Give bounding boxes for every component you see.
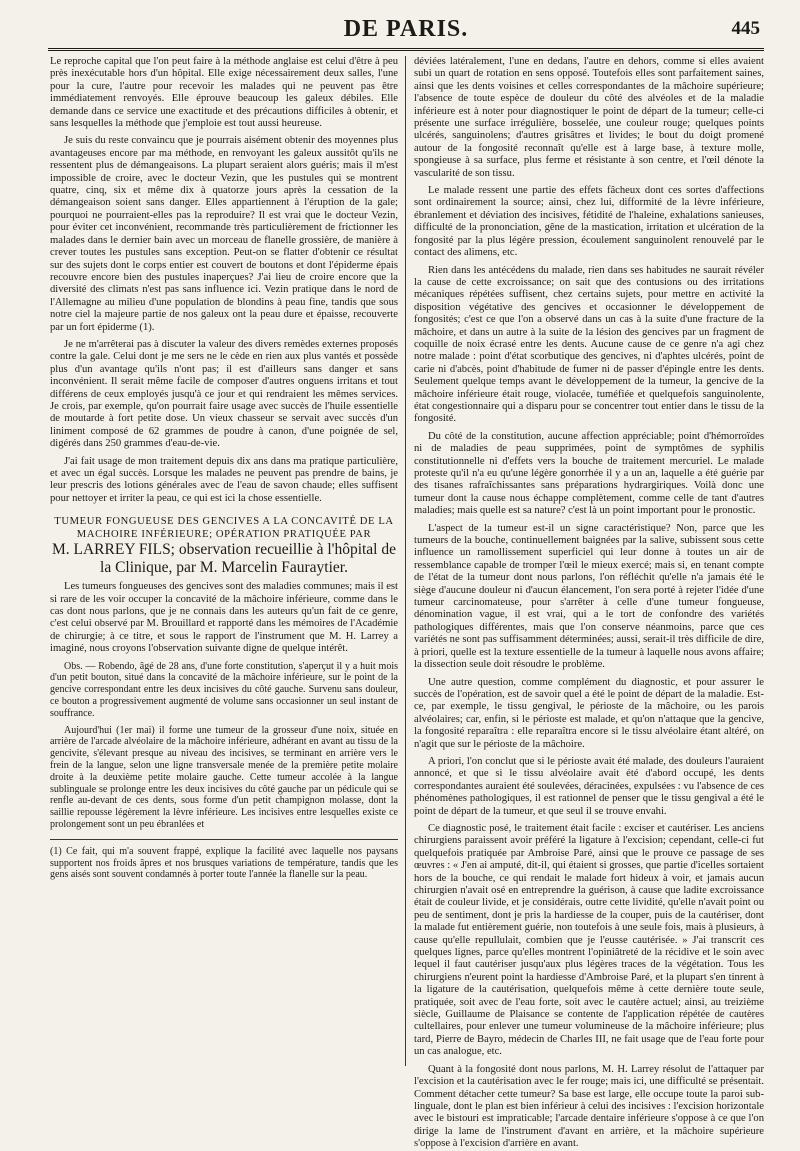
paragraph: Rien dans les antécédens du malade, rien dans ses habitudes ne saurait révéler la cause de cette excroissance; on sait que des contusions ou des irritations mécaniques répétées suffisent, chez certains sujets, pour mettre en activité la disposition végétative des gencives et occasionner le développement de fongosités; c'est ce que l'on a observé dans un cas à la suite d'une fracture de la mâchoire, et dans un autre à la suite de la lésion des gencives par un fragment de coquille de noix écrasé entre les dents. Aucune cause de ce genre n'a agi chez notre malade : point d'état scorbutique des gencives, ni d'aphtes ulcérés, point de carie ni d'abcès, point d'habitude de fumer ni de passer d'épingle entre les dents. Seulement quelque temps avant le développement de la tumeur, la gencive de la mâchoire inférieure était rouge, violacée, tuméfiée et quelquefois sanguinolente, état congestionnaire qui a disparu pour se concentrer tout entier dans le tissu de la fongosité. xyxy=(414,264,764,425)
paragraph: Le reproche capital que l'on peut faire à la méthode anglaise est celui d'être à peu près inexécutable hors d'un hôpital. Elle exige nécessairement deux salles, l'une pour la cure, l'autre pour recevoir les malades qui ne peuvent pas être immédiatement renvoyés. Elle éprouve beaucoup les galeux débiles. Elle demande dans ce service une exactitude et des précautions difficiles à obtenir, et sans lesquelles la méthode que j'emploie est tout aussi heureuse. xyxy=(50,56,398,130)
page-title: DE PARIS. xyxy=(343,16,469,42)
paragraph: L'aspect de la tumeur est-il un signe caractéristique? Non, parce que les tumeurs de la bouche, continuellement baignées par la salive, subissent sous cette influence un ramollissement superficiel qui leur donne à toutes un air de ressemblance capable de tromper l'œil le mieux exercé; mais si, en tenant compte de l'état de la tumeur dont nous parlons, l'on réfléchit qu'elle n'a jamais été le siège d'aucune douleur ni d'aucun élancement, l'on sera porté à rejeter l'idée d'une tumeur carcinomateuse, pour s'arrêter à celle d'une tumeur fongueuse, dénomination vague, il est vrai, qui a le tort de confondre des variétés pathologiques différentes, mais que l'on conserve néanmoins, parce que ces variétés ne sont pas suffisamment déterminées; aussi, serait-il très difficile de dire, à priori, quelle est la texture essentielle de la tumeur à laquelle nous avons affaire; la dissection seule doit résoudre le problème. xyxy=(414,522,764,671)
paragraph: Une autre question, comme complément du diagnostic, et pour assurer le succès de l'opération, est de savoir quel a été le point de départ de la maladie. Est-ce, par exemple, le tissu gengival, le périoste de la mâchoire, ou les parois alvéolaires; car, enfin, si le périoste est malade, et qu'on n'attaque que la gencive, la fongosité reparaîtra : elle reparaîtra encore si le tissu alvéolaire étant altéré, on n'agit que sur le périoste de la mâchoire. xyxy=(414,676,764,750)
article-title-line: M. LARREY FILS; observation recueillie à l'hôpital de xyxy=(51,541,396,559)
article-intro: Les tumeurs fongueuses des gencives sont des maladies communes; mais il est si rare de les voir occuper la concavité de la mâchoire inférieure, comme dans le cas dont nous parlons, que je ne connais dans les auteurs qu'un fait de ce genre, c'est celui observé par M. Brouillard et rapporté dans les mémoires de l'Académie de chirurgie; à ce titre, et sous le rapport de l'instrument que M. H. Larrey a imaginé, nous croyons l'observation suivante digne de quelque intérêt. xyxy=(50,581,398,655)
paragraph: Je suis du reste convaincu que je pourrais aisément obtenir des moyennes plus avantageuses encore par ma méthode, en renvoyant les galeux aussitôt qu'ils ne ressentent plus de démangeaisons. La plupart seraient alors guéris; mais il m'est impossible de croire, avec le docteur Vezin, que les pustules qui se montrent quatre, cinq, six et même dix à quatorze jours après la cessation de la démangeaison soient sans danger. Elles appartiennent à l'éruption de la gale; pourquoi ne pourraient-elles pas la reproduire? Il est vrai que le docteur Vezin, pour éviter cet inconvénient, recommande très particulièrement de frictionner les malades dans le dernier bain avec un morceau de flanelle grossière, de manière à crever toutes les pustules sans exception. Peut-on se flatter d'obtenir ce résultat sur des sujets dont le corps entier est couvert de boutons et dont l'épiderme épais recouvre encore bien des pustules inaperçues? J'ai lieu de croire encore que la diversité des climats n'est pas sans influence ici. Vezin pratique dans le nord de l'Allemagne au milieu d'une population de blondins à peau fine, tandis que sous notre ciel la majeure partie de nos galeux ont la peau dure et épaisse, recouverte par un fort épiderme (1). xyxy=(50,135,398,333)
column-divider xyxy=(405,56,406,1066)
page-header xyxy=(48,14,764,48)
left-column xyxy=(50,56,398,1066)
article-title-line: la Clinique, par M. Marcelin Fauraytier. xyxy=(100,559,348,577)
paragraph: A priori, l'on conclut que si le périoste avait été malade, des douleurs l'auraient annoncé, et que si le tissu alvéolaire avait été d'abord occupé, les dents correspondantes auraient été soulevées, déracinées, expulsées : vu l'absence de ces phénomènes pathologiques, il est rationnel de penser que le tissu gengival a été le point de départ de la tumeur, et que seul il se trouve envahi. xyxy=(414,755,764,817)
paragraph: Du côté de la constitution, aucune affection appréciable; point d'hémorroïdes ni de maladies de peau supprimées, point de symptômes de syphilis constitutionnelle ni d'effets vers la bouche de traitement mercuriel. Le malade proteste qu'il n'a eu qu'une légère gonorrhée il y a un an, laquelle a été guérie par des tisanes rafraîchissantes sans préparations hydrargiriques. Voilà donc une tumeur dont la cause nous échappe complètement, comme celle de tant d'autres maladies; mais quelle est sa nature? c'est là un point important pour le pronostic. xyxy=(414,430,764,517)
paragraph: Le malade ressent une partie des effets fâcheux dont ces sortes d'affections sont ordinairement la source; ainsi, chez lui, difformité de la lèvre inférieure, ébranlement et déviation des incisives, fétidité de l'haleine, exhalations sanieuses, difficulté de la prononciation, gêne de la mastication, irritation et ulcération de la fongosité par la plus légère pression, écoulement sanguinolent renouvelé par le contact des alimens, etc. xyxy=(414,185,764,259)
paragraph: Je ne m'arrêterai pas à discuter la valeur des divers remèdes externes proposés contre la gale. Celui dont je me sers ne le cède en rien aux plus vantés et possède plus d'un avantage qu'ils n'ont pas; il est d'ailleurs sans danger et sans inconvénient. Il serait même facile de composer d'autres onguens irritans et tout différens de ceux employés jusqu'à ce jour et qui rendraient les mêmes services. Je crois, par exemple, qu'on pourrait faire usage avec succès de l'huile essentielle de moutarde à fort petite dose. Un vieux chasseur se servait avec succès d'un liniment composé de 62 grammes de poudre à canon, d'une poignée de sel, digérés dans 250 grammes d'eau-de-vie. xyxy=(50,338,398,450)
header-rule xyxy=(48,48,764,51)
article-title xyxy=(50,515,398,577)
right-column xyxy=(414,56,764,1150)
paragraph: déviées latéralement, l'une en dedans, l'autre en dehors, comme si elles avaient subi un quart de rotation en sens opposé. Toutefois elles sont parfaitement saines, ainsi que les dents voisines et celles correspondantes de la mâchoire supérieure; l'absence de toute espèce de douleur du côté des alvéoles et de la maladie inférieure est à noter pour diagnostiquer le point de départ de la tumeur; celle-ci présente une surface irrégulière, bosselée, une couleur rouge; quelques points ulcérés, sanguinolens; d'autres grisâtres et livides; le bout du doigt promené autour de la fongosité reconnaît qu'elle est à large base, à texture molle, spongieuse à sa surface, plus ferme et résistante à son centre, et l'œil dénote la vascularité de son tissu. xyxy=(414,56,764,179)
paragraph: Ce diagnostic posé, le traitement était facile : exciser et cautériser. Les anciens chirurgiens paraissent avoir préféré la ligature à l'excision; cependant, celle-ci fut quelquefois pratiquée par Ambroise Paré, ainsi que le prouve ce passage de ses œuvres : « J'en ai amputé, dit-il, qui étaient si grosses, que partie d'icelles sortaient hors de la bouche, ce qui rendait le malade fort hideux à voir, et jamais aucun chirurgien n'avait osé en entreprendre la guérison, à cause que ladite excroissance était de couleur livide, et je considérais, outre cette lividité, qu'elle n'avait point ou peu de sentiment, dont je pris la hardiesse de la couper, puis de la cautériser, dont la malade fut entièrement guérie, non toutefois à une seule fois, mais à plusieurs, à cause qu'elle repullulait, combien que je l'eusse cautérisée. » J'ai transcrit ces quelques lignes, parce qu'elles montrent l'opiniâtreté de la récidive et le soin avec lequel il faut cautériser jusqu'aux plus légères traces de la végétation. Tous les chirurgiens n'eurent point la hardiesse d'Ambroise Paré, et la plupart s'en tinrent à la ligature de la cautérisation, quelquefois même à cette dernière toute seule, pratiquée, soit avec de l'eau forte, soit avec le cautère actuel; ainsi, au treizième siècle, Guillaume de Plaisance se contente de l'application répétée de cautères cultellaires, pour enlever une tumeur volumineuse de la mâchoire inférieure; plus tard, Pierre de Bayro, médecin de Charles III, ne fait usage que de l'eau forte pour un cas analogue, etc. xyxy=(414,822,764,1058)
observation-paragraph: Aujourd'hui (1er mai) il forme une tumeur de la grosseur d'une noix, située en arrière de l'arcade alvéolaire de la mâchoire inférieure, adhérant en avant au tissu de la gencivite, s'élevant presque au niveau des incisives, se terminant en arrière vers le frein de la langue, selon une ligne transversale menée de la première petite molaire droite à la deuxième petite molaire gauche. Cette tumeur accolée à la langue sublinguale se prolonge entre les deux incisives du côté gauche par un pédicule qui se renfle au-devant de ces dents, sous forme d'un petit champignon molasse, dont la saillie repousse légèrement la lèvre inférieure. Les incisives entre lesquelles existe ce prolongement sont un peu ébranlées et xyxy=(50,724,398,831)
page-number: 445 xyxy=(731,18,760,39)
paragraph: Quant à la fongosité dont nous parlons, M. H. Larrey résolut de l'attaquer par l'excision et la cautérisation avec le fer rouge; mais ici, une difficulté se présentait. Comment détacher cette tumeur? Sa base est large, elle occupe toute la paroi sub-linguale, dont le plan est bien inférieur à celui des incisives : l'excision horizontale avec le bistouri est impraticable; l'arcade dentaire inférieure s'oppose à ce que l'on dirige la lame de l'instrument d'avant en arrière, et la mâchoire supérieure s'oppose à l'excision d'arrière en avant. xyxy=(414,1063,764,1150)
paragraph: J'ai fait usage de mon traitement depuis dix ans dans ma pratique particulière, et avec un égal succès. Lorsque les malades ne peuvent pas prendre de bains, je leur prescris des lotions générales avec de l'eau de savon chaude; elles suffisent pour nettoyer et irriter la peau, ce qui est ici la chose essentielle. xyxy=(50,455,398,504)
article-title-line: MACHOIRE INFÉRIEURE; OPÉRATION PRATIQUÉE PAR xyxy=(76,529,372,541)
footnote: (1) Ce fait, qui m'a souvent frappé, explique la facilité avec laquelle nos paysans supportent nos froids âpres et nos brusques variations de température, tandis que les gens aisés sont souvent condamnés à porter toute l'année la flanelle sur la peau. xyxy=(50,839,398,881)
article-title-line: TUMEUR FONGUEUSE DES GENCIVES A LA CONCAVITÉ DE LA xyxy=(54,516,394,528)
observation-paragraph: Obs. — Robendo, âgé de 28 ans, d'une forte constitution, s'aperçut il y a huit mois d'un petit bouton, situé dans la concavité de la mâchoire inférieure, sur le point de la gencive correspondant entre les deux incisives du côté gauche. Survenu sans douleur, ce bouton a progressivement augmenté de volume sans occasionner un seul instant de souffrance. xyxy=(50,660,398,719)
